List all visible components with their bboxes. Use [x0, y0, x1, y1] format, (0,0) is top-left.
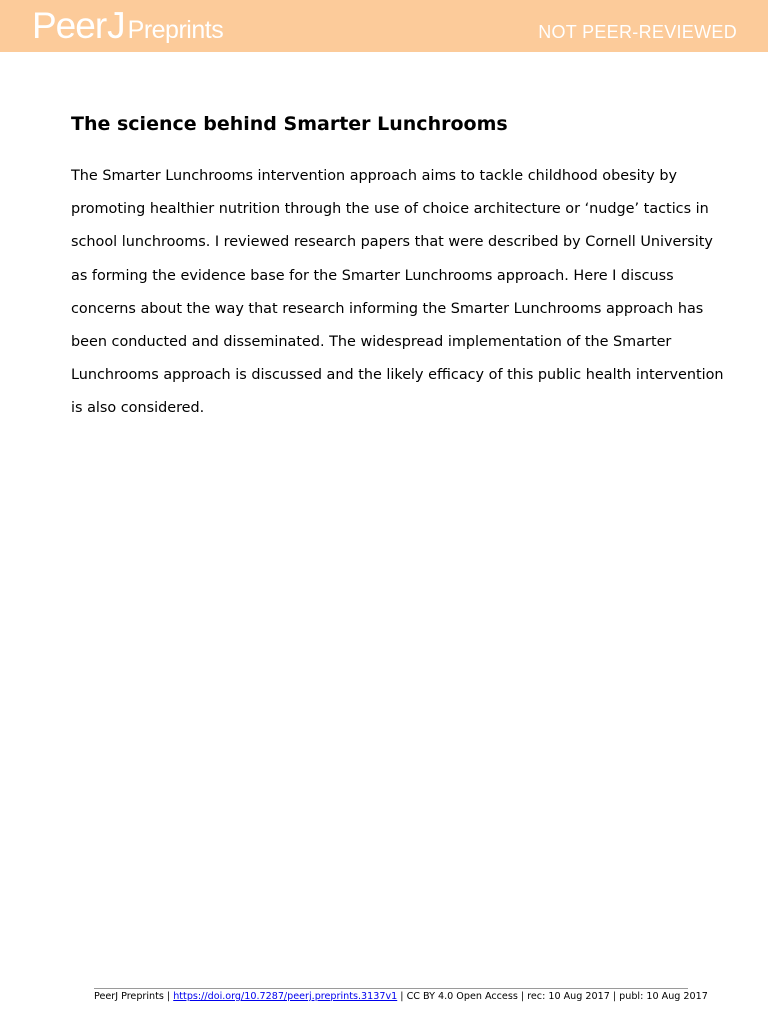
logo-peer-text: Peer — [32, 5, 107, 46]
abstract-line: Lunchrooms approach is discussed and the likely efficacy of this public health intervention — [71, 367, 724, 384]
logo-preprints-text: Preprints — [127, 16, 224, 44]
abstract-line: promoting healthier nutrition through the use of choice architecture or ‘nudge’ tactics in — [71, 201, 709, 218]
peerj-preprints-logo — [32, 4, 223, 48]
header-band — [0, 0, 768, 52]
footer-separator: | — [397, 991, 407, 1002]
footer-separator: | — [163, 991, 174, 1002]
footer-separator: | — [517, 991, 528, 1002]
peer-review-status: NOT PEER-REVIEWED — [538, 22, 737, 42]
footer-citation — [94, 990, 708, 1004]
abstract-line: been conducted and disseminated. The widespread implementation of the Smarter — [71, 334, 672, 351]
footer-published-date: publ: 10 Aug 2017 — [619, 991, 708, 1002]
abstract-line: as forming the evidence base for the Smarter Lunchrooms approach. Here I discuss — [71, 267, 674, 284]
abstract — [71, 160, 736, 426]
footer-license: CC BY 4.0 Open Access — [406, 991, 518, 1002]
abstract-line: The Smarter Lunchrooms intervention approach aims to tackle childhood obesity by — [71, 168, 677, 184]
abstract-line: is also considered. — [71, 400, 205, 417]
footer-divider — [94, 988, 688, 989]
abstract-line: concerns about the way that research informing the Smarter Lunchrooms approach has — [71, 300, 704, 317]
paper-title: The science behind Smarter Lunchrooms — [71, 113, 508, 135]
abstract-line: school lunchrooms. I reviewed research papers that were described by Cornell University — [71, 234, 713, 251]
footer-received-date: rec: 10 Aug 2017 — [527, 991, 610, 1002]
footer-source: PeerJ Preprints — [94, 991, 164, 1002]
logo-j-text: J — [107, 5, 126, 46]
doi-link[interactable]: https://doi.org/10.7287/peerj.preprints.3137v1 — [173, 991, 398, 1002]
footer-separator: | — [609, 991, 620, 1002]
